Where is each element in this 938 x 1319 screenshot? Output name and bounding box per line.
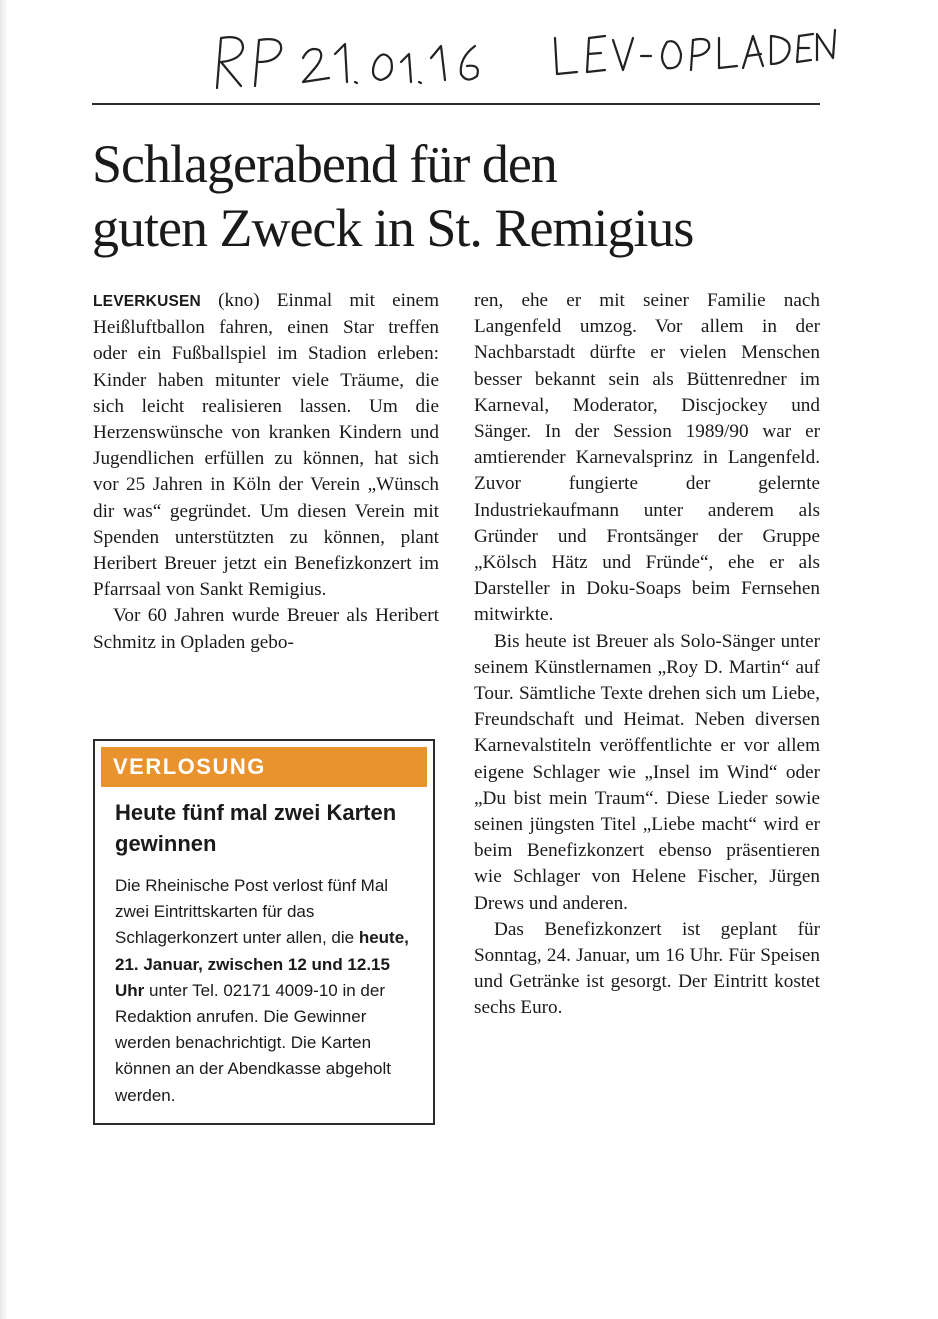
article-paragraph-4: Das Benefizkonzert ist geplant für Sonntag, 24. Januar, um 16 Uhr. Für Speisen und Getränke ist gesorgt. Der Eintritt kostet sechs Euro. xyxy=(474,918,820,1019)
article-paragraph-1 xyxy=(93,288,439,603)
scan-edge xyxy=(0,0,8,1319)
contest-text-after: unter Tel. 02171 4009-10 in der Redaktion anrufen. Die Gewinner werden benachrichtigt. Die Karten können an der Abendkasse abgeholt werden. xyxy=(115,980,392,1105)
headline-line-2: guten Zweck in St. Remigius xyxy=(92,198,694,258)
top-rule xyxy=(92,103,820,105)
contest-box-label: VERLOSUNG xyxy=(101,747,427,787)
article-paragraph-3: Bis heute ist Breuer als Solo-Sänger unter seinem Künstlernamen „Roy D. Martin“ auf Tour. Sämtliche Texte drehen sich um Liebe, Freundschaft und Heimat. Neben diversen Karnevalstiteln veröffentlichte er vor allem eigene Schlager wie „Insel im Wind“ oder „Du bist mein Traum“. Diese Lieder sowie seinen jüngsten Titel „Liebe macht“ wird er beim Benefizkonzert ebenso präsentieren wie Schlager von Helene Fischer, Jürgen Drews und anderen. xyxy=(474,630,820,914)
article-column-left xyxy=(93,288,439,656)
article-paragraph-2-end: ren, ehe er mit seiner Familie nach Langenfeld umzog. Vor allem in der Nachbarstadt dürfte er vielen Menschen besser bekannt sein als Büttenredner im Karneval, Moderator, Discjockey und Sänger. In der Session 1989/90 war er amtierender Karnevalsprinz in Langenfeld. Zuvor fungierte der gelernte Industriekaufmann unter anderem als Gründer und Frontsänger der Gruppe „Kölsch Hätz und Fründe“, ehe er als Darsteller in Doku-Soaps beim Fernsehen mitwirkte. xyxy=(474,290,820,626)
dateline: LEVERKUSEN xyxy=(93,293,201,310)
contest-text-before: Die Rheinische Post verlost fünf Mal zwei Eintrittskarten für das Schlagerkonzert unter allen, die xyxy=(115,876,389,948)
headline-line-1: Schlagerabend für den xyxy=(92,134,557,194)
contest-box xyxy=(93,739,435,1125)
contest-box-title: Heute fünf mal zwei Karten gewinnen xyxy=(115,800,397,856)
contest-box-text xyxy=(115,873,417,1109)
contest-text-bold: heute, 21. Januar, zwischen 12 und 12.15 Uhr xyxy=(115,928,409,1000)
article-paragraph-2-start: Vor 60 Jahren wurde Breuer als Heribert Schmitz in Opladen gebo- xyxy=(93,605,439,653)
article-headline xyxy=(92,132,832,260)
article-column-right xyxy=(474,288,820,1022)
handwritten-note xyxy=(205,18,845,98)
paragraph-1-text: (kno) Einmal mit einem Heißluftballon fahren, einen Star treffen oder ein Fußballspiel im Stadion erleben: Kinder haben mitunter viele Träume, die sich leicht realisieren lassen. Um die Herzenswünsche von kranken Kindern und Jugendlichen erfüllen zu können, hat sich vor 25 Jahren in Köln der Verein „Wünsch dir was“ gegründet. Um diesen Verein mit Spenden unterstützten zu können, plant Heribert Breuer jetzt ein Benefizkonzert im Pfarrsaal von Sankt Remigius. xyxy=(93,290,439,601)
